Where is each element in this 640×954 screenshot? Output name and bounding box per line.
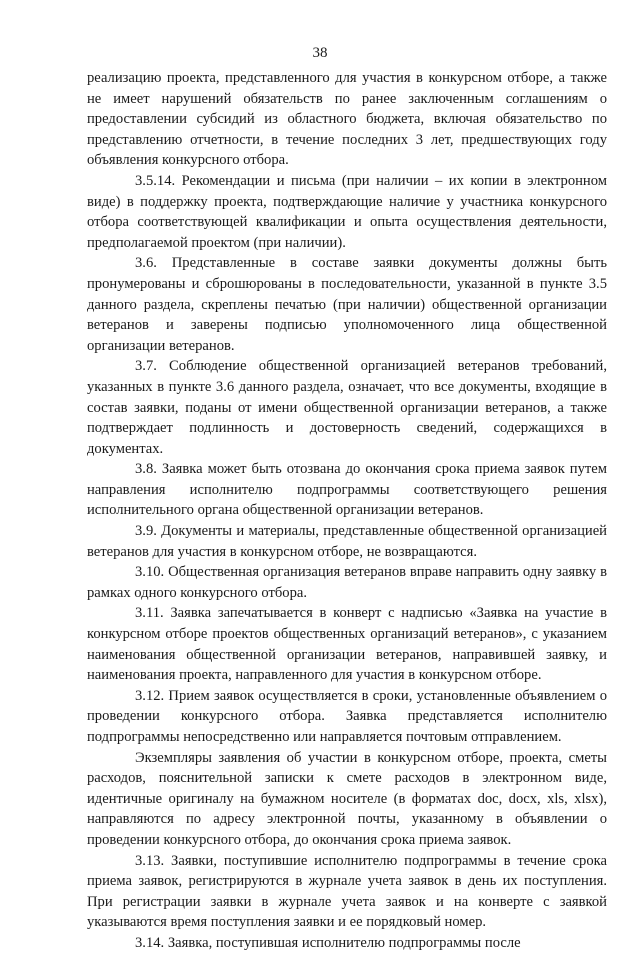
paragraph-3-12: 3.12. Прием заявок осуществляется в сроки, установленные объявлением о проведении конкурсного отбора. Заявка представляется исполнителю подпрограммы непосредственно или направляется почтовым отправлением. (87, 687, 607, 745)
paragraph-3-6: 3.6. Представленные в составе заявки документы должны быть пронумерованы и сброшюрованы в последовательности, указанной в пункте 3.5 данного раздела, скреплены печатью (при наличии) общественной организации ветеранов и заверены подписью уполномоченного лица общественной организации ветеранов. (87, 255, 607, 354)
paragraph-3-10: 3.10. Общественная организация ветеранов вправе направить одну заявку в рамках одного конкурсного отбора. (87, 564, 607, 601)
paragraph-3-7: 3.7. Соблюдение общественной организацией ветеранов требований, указанных в пункте 3.6 данного раздела, означает, что все документы, входящие в состав заявки, поданы от имени общественной организации ветеранов, а также подтверждает подлинность и достоверность сведений, содержащихся в документах. (87, 358, 607, 457)
paragraph-3-13: 3.13. Заявки, поступившие исполнителю подпрограммы в течение срока приема заявок, регистрируются в журнале учета заявок в день их поступления. При регистрации заявки в журнале учета заявок и на конверте с заявкой указываются время поступления заявки и ее порядковый номер. (87, 852, 607, 931)
paragraph-continuation: реализацию проекта, представленного для участия в конкурсном отборе, а также не имеет нарушений обязательств по ранее заключенным соглашениям о предоставлении субсидий из областного бюджета, включая обязательство по представлению отчетности, в течение последних 3 лет, предшествующих году объявления конкурсного отбора. (87, 70, 607, 169)
document-body (87, 68, 607, 954)
paragraph-3-12-copies: Экземпляры заявления об участии в конкурсном отборе, проекта, сметы расходов, пояснительной записки к смете расходов в электронном виде, идентичные оригиналу на бумажном носителе (в форматах doc, docx, xls, xlsx), направляются по адресу электронной почты, указанному в объявлении о проведении конкурсного отбора, до окончания срока приема заявок. (87, 749, 607, 848)
paragraph-3-9: 3.9. Документы и материалы, представленные общественной организацией ветеранов для участия в конкурсном отборе, не возвращаются. (87, 523, 607, 560)
paragraph-3-8: 3.8. Заявка может быть отозвана до окончания срока приема заявок путем направления исполнителю подпрограммы соответствующего решения исполнительного органа общественной организации ветеранов. (87, 461, 607, 519)
paragraph-3-11: 3.11. Заявка запечатывается в конверт с надписью «Заявка на участие в конкурсном отборе проектов общественных организаций ветеранов», с указанием наименования общественной организации ветеранов, направившей заявку, и наименования проекта, направленного для участия в конкурсном отборе. (87, 605, 607, 684)
page-number: 38 (312, 45, 328, 61)
paragraph-3-5-14: 3.5.14. Рекомендации и письма (при наличии – их копии в электронном виде) в поддержку проекта, подтверждающие наличие у участника конкурсного отбора соответствующей квалификации и опыта осуществления деятельности, предполагаемой проектом (при наличии). (87, 172, 607, 251)
paragraph-3-14: 3.14. Заявка, поступившая исполнителю подпрограммы после (135, 934, 521, 951)
